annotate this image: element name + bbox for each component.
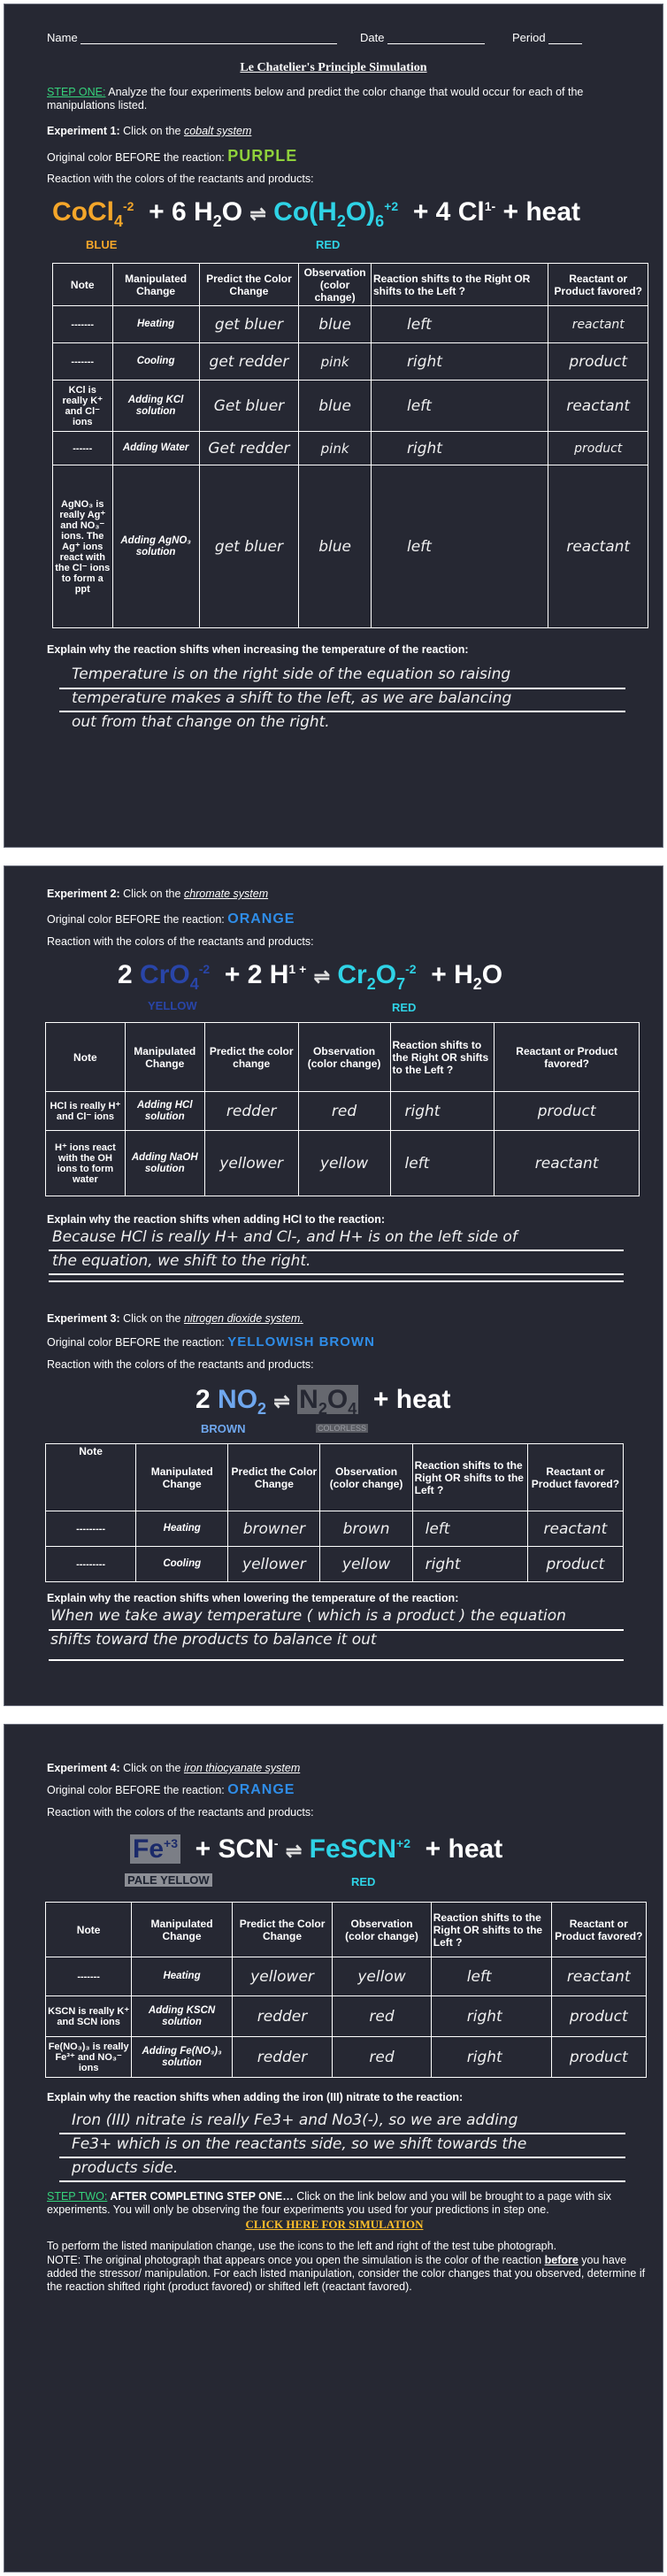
table-row: KCl is really K⁺ and Cl⁻ ions Adding KCl solution Get bluer blue left reactant: [53, 381, 648, 432]
exp3-original-color-value: YELLOWISH BROWN: [227, 1334, 375, 1350]
table-row: --------- Cooling yellower yellow right product: [46, 1547, 624, 1582]
exp4-original-color-value: ORANGE: [227, 1782, 295, 1797]
worksheet-page-2: [4, 865, 663, 1706]
table-row: --------- Heating browner brown left reactant: [46, 1511, 624, 1547]
exp4-heading: Experiment 4: Click on the iron thiocyanate system: [47, 1762, 301, 1774]
iron-thiocyanate-system-link[interactable]: iron thiocyanate system: [183, 1762, 301, 1774]
exp4-question: Explain why the reaction shifts when adding the iron (III) nitrate to the reaction:: [47, 2091, 464, 2103]
step-one-intro: STEP ONE: Analyze the four experiments below and predict the color change that would occur for each of the manipulations listed.: [47, 86, 584, 111]
answer-line: Temperature is on the right side of the equation so raising: [72, 665, 511, 683]
chromate-system-link[interactable]: chromate system: [183, 888, 269, 900]
exp2-question: Explain why the reaction shifts when adding HCl to the reaction:: [47, 1213, 385, 1226]
exp3-table: Note Manipulated Change Predict the Color Change Observation (color change) Reaction shifts to the Right OR shifts to the Left ? Reactant or Product favored? --------- Heating browner brown left reactant --------- Cooling yellower yellow right product: [45, 1443, 624, 1582]
date-label: Date: [360, 31, 385, 44]
exp3-reactant-color: BROWN: [201, 1422, 246, 1435]
nitrogen-dioxide-system-link[interactable]: nitrogen dioxide system.: [183, 1312, 303, 1325]
exp4-original-color: Original color BEFORE the reaction: ORANGE: [47, 1782, 295, 1797]
equilibrium-arrow-icon: ⇌: [285, 1840, 303, 1862]
exp2-heading: Experiment 2: Click on the chromate system: [47, 888, 269, 900]
table-row: ------- Heating yellower yellow left reactant: [46, 1957, 647, 1996]
name-label: Name: [47, 31, 78, 44]
exp1-table: Note Manipulated Change Predict the Color Change Observation (color change) Reaction shifts to the Right OR shifts to the Left ? Reactant or Product favored? ------- Heating get bluer blue left reactant ------- Cooling get redder pink right product KCl is really K⁺ and Cl⁻ ions Adding KCl solution Get bluer blue left reactant ------ Adding Water Get redder pink right product AgNO₃ is really Ag⁺ and NO₃⁻ ions. The Ag⁺ ions react with the Cl⁻ ions to form a ppt Adding AgNO₃ solution get bluer blue left reactant: [52, 263, 648, 628]
exp3-original-color: Original color BEFORE the reaction: YELLOWISH BROWN: [47, 1334, 375, 1350]
answer-line: products side.: [72, 2159, 179, 2177]
table-row: AgNO₃ is really Ag⁺ and NO₃⁻ ions. The Ag⁺ ions react with the Cl⁻ ions to form a ppt Adding AgNO₃ solution get bluer blue left reactant: [53, 465, 648, 628]
answer-line: Iron (III) nitrate is really Fe3+ and No3(-), so we are adding: [72, 2111, 518, 2129]
exp1-question: Explain why the reaction shifts when increasing the temperature of the reaction:: [47, 643, 469, 656]
exp3-product-color: COLORLESS: [318, 1424, 367, 1433]
exp4-reaction-label: Reaction with the colors of the reactants and products:: [47, 1806, 314, 1819]
answer-line: shifts toward the products to balance it out: [50, 1631, 377, 1649]
table-row: HCl is really H⁺ and Cl⁻ ions Adding HCl solution redder red right product: [46, 1092, 640, 1131]
equilibrium-arrow-icon: ⇌: [273, 1390, 290, 1412]
exp1-reaction-label: Reaction with the colors of the reactants and products:: [47, 173, 314, 185]
equilibrium-arrow-icon: ⇌: [249, 203, 266, 225]
exp3-heading: Experiment 3: Click on the nitrogen dioxide system.: [47, 1312, 303, 1325]
simulation-link[interactable]: CLICK HERE FOR SIMULATION: [245, 2218, 424, 2231]
answer-line: the equation, we shift to the right.: [52, 1252, 311, 1270]
answer-line: When we take away temperature ( which is a product ) the equation: [50, 1607, 566, 1625]
step-two-instructions: To perform the listed manipulation change, use the icons to the left and right of the test tube photograph.: [47, 2240, 557, 2252]
page-title: Le Chatelier's Principle Simulation: [240, 61, 427, 74]
answer-line: Because HCl is really H+ and Cl-, and H+ is on the left side of: [52, 1228, 518, 1246]
exp2-product-color: RED: [392, 1001, 417, 1014]
exp1-heading: Experiment 1: Click on the cobalt system: [47, 125, 252, 137]
exp1-answer[interactable]: [72, 663, 629, 734]
worksheet-page-3: [4, 1724, 663, 2572]
table-row: ------- Cooling get redder pink right product: [53, 343, 648, 381]
exp2-equation: 2 CrO$_4^{-2}$ + 2 $H^{1 +}$ ⇌ $Cr_2O_7^{-2} + H_2O$: [118, 960, 503, 993]
exp1-reactant-color: BLUE: [86, 238, 118, 251]
exp4-reactant-color: PALE YELLOW: [125, 1873, 212, 1887]
table-row: ------- Heating get bluer blue left reactant: [53, 306, 648, 343]
exp1-product-color: RED: [316, 238, 341, 251]
worksheet-page-1: [4, 4, 663, 848]
simulation-link-wrap: [4, 2217, 664, 2233]
exp1-original-color: Original color BEFORE the reaction: PURPLE: [47, 147, 298, 165]
step-one-label: STEP ONE:: [47, 86, 106, 98]
equilibrium-arrow-icon: ⇌: [313, 965, 331, 988]
name-field[interactable]: [47, 31, 337, 44]
step-two-note: NOTE: The original photograph that appears once you open the simulation is the color of the reaction before you have added the stressor/ manipulation. For each listed manipulation, consider the color changes that you observed, determine if the reaction shifted right (product favored) or shifted left (reactant favored).: [47, 2254, 646, 2293]
exp1-equation: CoCl$_4^{-2}$ + 6 $H_2O$ ⇌ $Co(H_2O)_6^{+2} + 4$ $Cl^{1-}$ + heat: [52, 197, 581, 230]
exp4-answer[interactable]: [72, 2109, 638, 2180]
table-row: Fe(NO₃)₃ is really Fe³⁺ and NO₃⁻ ions Adding Fe(NO₃)₃ solution redder red right product: [46, 2037, 647, 2078]
table-row: H⁺ ions react with the OH ions to form water Adding NaOH solution yellower yellow left reactant: [46, 1131, 640, 1196]
exp3-reaction-label: Reaction with the colors of the reactants and products:: [47, 1358, 314, 1371]
exp4-table: Note Manipulated Change Predict the Color Change Observation (color change) Reaction shifts to the Right OR shifts to the Left ? Reactant or Product favored? ------- Heating yellower yellow left reactant KSCN is really K⁺ and SCN ions Adding KSCN solution redder red right product Fe(NO₃)₃ is really Fe³⁺ and NO₃⁻ ions Adding Fe(NO₃)₃ solution redder red right product: [45, 1902, 647, 2078]
exp2-reactant-color: YELLOW: [148, 999, 197, 1012]
answer-line: Fe3+ which is on the reactants side, so we shift towards the: [72, 2135, 527, 2153]
answer-line: out from that change on the right.: [72, 713, 330, 731]
exp3-answer[interactable]: [50, 1604, 643, 1652]
period-label: Period: [512, 31, 546, 44]
exp2-original-color: Original color BEFORE the reaction: ORANGE: [47, 911, 295, 927]
exp4-product-color: RED: [351, 1875, 376, 1888]
cobalt-system-link[interactable]: cobalt system: [183, 125, 252, 137]
table-row: ------ Adding Water Get redder pink right product: [53, 432, 648, 465]
step-two-label: STEP TWO:: [47, 2190, 108, 2203]
date-field[interactable]: [360, 31, 485, 44]
exp3-equation: 2 $NO_2$ ⇌ $N_2O_4$ + heat: [196, 1385, 451, 1418]
step-two-intro: STEP TWO: AFTER COMPLETING STEP ONE… Click on the link below and you will be brought to a page with six experiments. You will only be observing the four experiments you used for your predictions in step one.: [47, 2190, 611, 2216]
exp3-question: Explain why the reaction shifts when lowering the temperature of the reaction:: [47, 1592, 459, 1604]
exp2-original-color-value: ORANGE: [227, 911, 295, 927]
exp2-table: Note Manipulated Change Predict the color change Observation (color change) Reaction shifts to the Right OR shifts to the Left ? Reactant or Product favored? HCl is really H⁺ and Cl⁻ ions Adding HCl solution redder red right product H⁺ ions react with the OH ions to form water Adding NaOH solution yellower yellow left reactant: [45, 1022, 640, 1196]
period-field[interactable]: [512, 31, 582, 44]
exp1-original-color-value: PURPLE: [227, 147, 298, 165]
answer-line: temperature makes a shift to the left, as we are balancing: [72, 689, 512, 707]
exp2-reaction-label: Reaction with the colors of the reactants and products:: [47, 935, 314, 948]
exp4-equation: $Fe^{+3} + SCN^-$ ⇌ FeSCN$^{+2}$ + heat: [130, 1834, 502, 1865]
table-row: KSCN is really K⁺ and SCN ions Adding KSCN solution redder red right product: [46, 1996, 647, 2037]
